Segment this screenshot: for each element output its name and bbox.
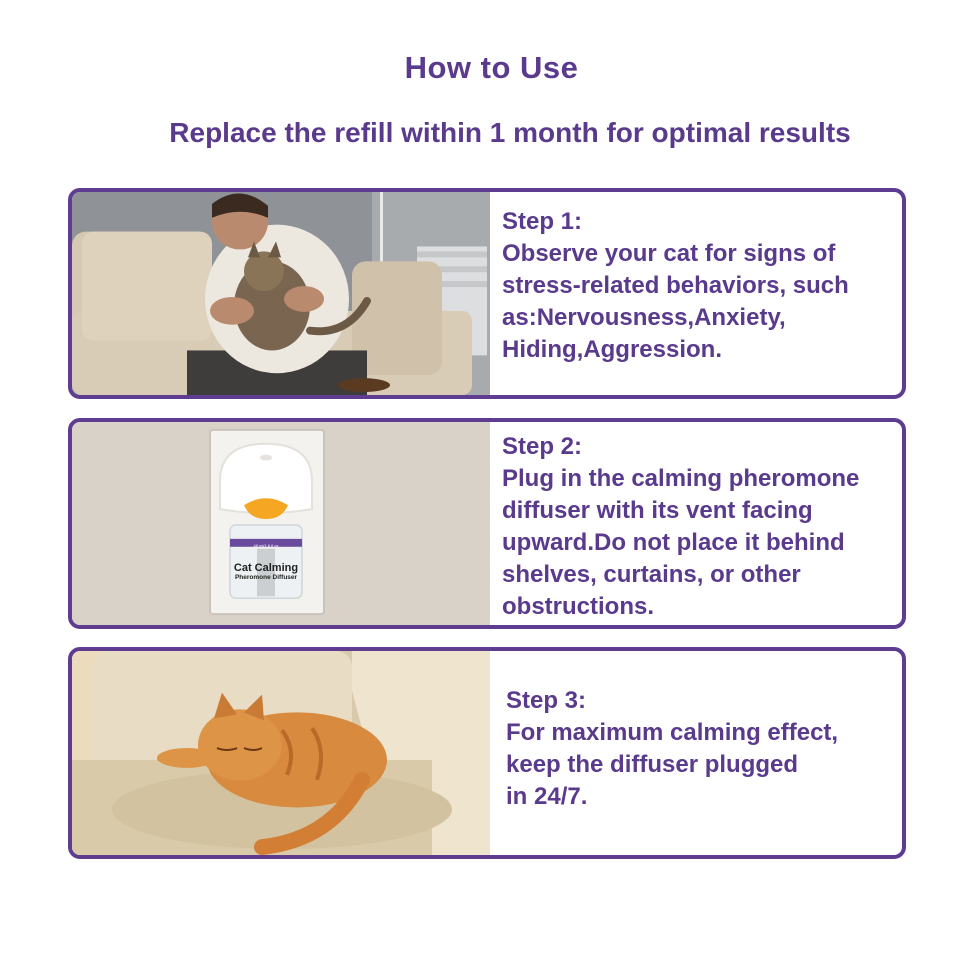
step-card-2: [68, 418, 906, 629]
step-2-label: Step 2:: [502, 433, 583, 460]
step-1-label: Step 1:: [502, 208, 583, 235]
diffuser-product-label: [232, 562, 300, 582]
step-3-description: For maximum calming effect, keep the diffuser plugged in 24/7.: [506, 719, 839, 810]
diffuser-illustration: [72, 422, 490, 625]
man-holding-cat-illustration: [72, 192, 490, 395]
step-3-label: Step 3:: [506, 687, 587, 714]
step-2-description: Plug in the calming pheromone diffuser with its vent facing upward.Do not place it behind shelves, curtains, or other obstructions.: [502, 465, 860, 620]
step-1-photo: [72, 192, 490, 395]
product-name: Cat Calming: [233, 562, 299, 574]
step-card-1: [68, 188, 906, 399]
step-1-description: Observe your cat for signs of stress-related behaviors, such as:Nervousness,Anxiety, Hiding,Aggression.: [502, 240, 849, 363]
step-2-photo: [72, 422, 490, 625]
step-card-3: [68, 647, 906, 859]
product-volume: 48 ml/1.6 fl oz: [253, 543, 279, 548]
step-3-photo: [72, 651, 490, 855]
page-subtitle: Replace the refill within 1 month for optimal results: [169, 117, 851, 148]
sleeping-cat-illustration: [72, 651, 490, 855]
page-title: How to Use: [404, 50, 579, 85]
product-subname: Pheromone Diffuser: [234, 574, 298, 581]
